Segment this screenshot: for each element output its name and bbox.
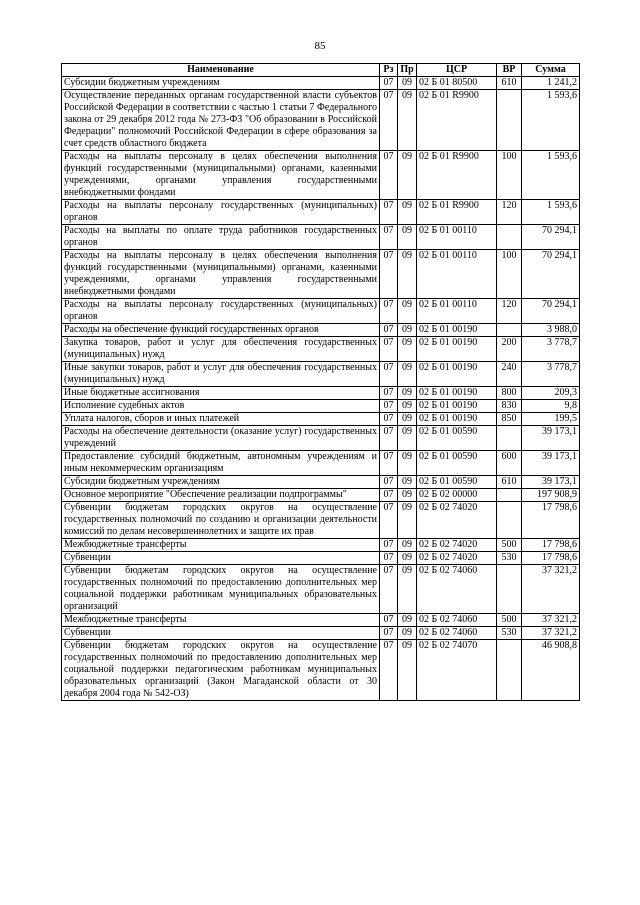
- row-rz: 07: [380, 387, 398, 400]
- row-sum: 1 241,2: [522, 77, 580, 90]
- row-name: Субвенции бюджетам городских округов на осуществление государственных полномочий по предоставлению дополнительных мер социальной поддержки педагогическим работникам муниципальных образовательных организаций (Закон Магаданской области от 30 декабря 2004 года № 542-ОЗ): [62, 640, 380, 701]
- row-csr: 02 Б 01 00190: [417, 362, 497, 387]
- row-pr: 09: [398, 426, 417, 451]
- row-name: Межбюджетные трансферты: [62, 614, 380, 627]
- row-name: Расходы на выплаты по оплате труда работников государственных органов: [62, 225, 380, 250]
- row-vr: [497, 489, 522, 502]
- row-rz: 07: [380, 539, 398, 552]
- table-row: [62, 250, 580, 299]
- row-vr: 800: [497, 387, 522, 400]
- table-body: [62, 77, 580, 701]
- row-vr: [497, 565, 522, 614]
- row-rz: 07: [380, 90, 398, 151]
- row-vr: [497, 426, 522, 451]
- row-csr: 02 Б 01 80500: [417, 77, 497, 90]
- table-row: [62, 565, 580, 614]
- row-pr: 09: [398, 400, 417, 413]
- row-vr: 610: [497, 476, 522, 489]
- row-vr: 500: [497, 539, 522, 552]
- row-csr: 02 Б 01 00590: [417, 476, 497, 489]
- row-pr: 09: [398, 77, 417, 90]
- row-sum: 39 173,1: [522, 476, 580, 489]
- row-rz: 07: [380, 77, 398, 90]
- row-rz: 07: [380, 489, 398, 502]
- row-rz: 07: [380, 324, 398, 337]
- row-name: Расходы на выплаты персоналу государственных (муниципальных) органов: [62, 200, 380, 225]
- row-csr: 02 Б 01 R9900: [417, 90, 497, 151]
- row-vr: 240: [497, 362, 522, 387]
- row-sum: 9,8: [522, 400, 580, 413]
- row-vr: 830: [497, 400, 522, 413]
- row-rz: 07: [380, 502, 398, 539]
- table-row: [62, 451, 580, 476]
- row-vr: 530: [497, 552, 522, 565]
- column-header-pr: Пр: [398, 64, 417, 77]
- column-header-rz: Рз: [380, 64, 398, 77]
- row-sum: 70 294,1: [522, 225, 580, 250]
- row-rz: 07: [380, 476, 398, 489]
- row-sum: 1 593,6: [522, 200, 580, 225]
- column-header-name: Наименование: [62, 64, 380, 77]
- row-rz: 07: [380, 200, 398, 225]
- table-row: [62, 552, 580, 565]
- table-row: [62, 502, 580, 539]
- row-name: Иные закупки товаров, работ и услуг для обеспечения государственных (муниципальных) нужд: [62, 362, 380, 387]
- row-csr: 02 Б 01 R9900: [417, 151, 497, 200]
- row-sum: 37 321,2: [522, 565, 580, 614]
- row-sum: 17 798,6: [522, 552, 580, 565]
- row-csr: 02 Б 02 74020: [417, 552, 497, 565]
- table-row: [62, 337, 580, 362]
- row-name: Субвенции: [62, 627, 380, 640]
- row-pr: 09: [398, 225, 417, 250]
- table-row: [62, 640, 580, 701]
- table-row: [62, 324, 580, 337]
- row-vr: 100: [497, 250, 522, 299]
- row-csr: 02 Б 01 00110: [417, 250, 497, 299]
- table-row: [62, 90, 580, 151]
- row-rz: 07: [380, 413, 398, 426]
- budget-table: [61, 63, 580, 701]
- row-vr: [497, 640, 522, 701]
- table-row: [62, 627, 580, 640]
- row-pr: 09: [398, 299, 417, 324]
- row-name: Расходы на выплаты персоналу в целях обеспечения выполнения функций государственными (муниципальными) органами, казенными учреждениями, органами управления государственными внебюджетными фондами: [62, 250, 380, 299]
- row-name: Предоставление субсидий бюджетным, автономным учреждениям и иным некоммерческим организациям: [62, 451, 380, 476]
- table-row: [62, 151, 580, 200]
- row-pr: 09: [398, 565, 417, 614]
- row-vr: 600: [497, 451, 522, 476]
- row-pr: 09: [398, 337, 417, 362]
- row-name: Расходы на выплаты персоналу государственных (муниципальных) органов: [62, 299, 380, 324]
- row-sum: 39 173,1: [522, 451, 580, 476]
- row-name: Основное мероприятие "Обеспечение реализации подпрограммы": [62, 489, 380, 502]
- row-csr: 02 Б 01 00190: [417, 413, 497, 426]
- row-sum: 1 593,6: [522, 151, 580, 200]
- row-pr: 09: [398, 552, 417, 565]
- row-sum: 199,5: [522, 413, 580, 426]
- row-csr: 02 Б 02 74060: [417, 565, 497, 614]
- row-name: Межбюджетные трансферты: [62, 539, 380, 552]
- row-pr: 09: [398, 200, 417, 225]
- row-pr: 09: [398, 640, 417, 701]
- row-sum: 1 593,6: [522, 90, 580, 151]
- row-pr: 09: [398, 614, 417, 627]
- row-pr: 09: [398, 627, 417, 640]
- row-rz: 07: [380, 250, 398, 299]
- row-sum: 197 908,9: [522, 489, 580, 502]
- row-csr: 02 Б 02 74020: [417, 539, 497, 552]
- row-csr: 02 Б 01 00190: [417, 337, 497, 362]
- row-csr: 02 Б 02 74020: [417, 502, 497, 539]
- page-number: 85: [314, 40, 326, 52]
- row-pr: 09: [398, 151, 417, 200]
- row-pr: 09: [398, 451, 417, 476]
- row-rz: 07: [380, 299, 398, 324]
- row-pr: 09: [398, 387, 417, 400]
- row-vr: 530: [497, 627, 522, 640]
- row-vr: 200: [497, 337, 522, 362]
- column-header-vr: ВР: [497, 64, 522, 77]
- row-rz: 07: [380, 362, 398, 387]
- row-sum: 17 798,6: [522, 502, 580, 539]
- row-rz: 07: [380, 614, 398, 627]
- table-row: [62, 200, 580, 225]
- column-header-csr: ЦСР: [417, 64, 497, 77]
- row-rz: 07: [380, 426, 398, 451]
- column-header-sum: Сумма: [522, 64, 580, 77]
- row-sum: 3 778,7: [522, 337, 580, 362]
- table-row: [62, 77, 580, 90]
- row-sum: 70 294,1: [522, 250, 580, 299]
- table-row: [62, 539, 580, 552]
- row-vr: 610: [497, 77, 522, 90]
- row-name: Осуществление переданных органам государственной власти субъектов Российской Федерации в соответствии с частью 1 статьи 7 Федерального закона от 29 декабря 2012 года № 273-ФЗ "Об образовании в Российской Федерации" полномочий Российской Федерации в сфере образования за счет средств областного бюджета: [62, 90, 380, 151]
- row-vr: 100: [497, 151, 522, 200]
- row-rz: 07: [380, 565, 398, 614]
- row-sum: 46 908,8: [522, 640, 580, 701]
- row-name: Закупка товаров, работ и услуг для обеспечения государственных (муниципальных) нужд: [62, 337, 380, 362]
- row-csr: 02 Б 02 74060: [417, 627, 497, 640]
- row-csr: 02 Б 01 00590: [417, 451, 497, 476]
- table-row: [62, 400, 580, 413]
- table-row: [62, 614, 580, 627]
- table-header-row: [62, 64, 580, 77]
- row-vr: [497, 90, 522, 151]
- table-row: [62, 489, 580, 502]
- row-name: Субсидии бюджетным учреждениям: [62, 476, 380, 489]
- row-pr: 09: [398, 324, 417, 337]
- table-row: [62, 225, 580, 250]
- row-name: Расходы на обеспечение функций государственных органов: [62, 324, 380, 337]
- row-name: Субсидии бюджетным учреждениям: [62, 77, 380, 90]
- row-sum: 37 321,2: [522, 627, 580, 640]
- row-rz: 07: [380, 451, 398, 476]
- row-rz: 07: [380, 337, 398, 362]
- row-rz: 07: [380, 151, 398, 200]
- table-row: [62, 299, 580, 324]
- row-rz: 07: [380, 400, 398, 413]
- row-csr: 02 Б 01 R9900: [417, 200, 497, 225]
- row-rz: 07: [380, 627, 398, 640]
- table-row: [62, 362, 580, 387]
- row-pr: 09: [398, 476, 417, 489]
- row-vr: [497, 225, 522, 250]
- row-name: Иные бюджетные ассигнования: [62, 387, 380, 400]
- row-csr: 02 Б 01 00190: [417, 387, 497, 400]
- row-csr: 02 Б 01 00110: [417, 299, 497, 324]
- row-csr: 02 Б 02 00000: [417, 489, 497, 502]
- row-name: Субвенции: [62, 552, 380, 565]
- row-pr: 09: [398, 250, 417, 299]
- row-name: Субвенции бюджетам городских округов на осуществление государственных полномочий по предоставлению дополнительных мер социальной поддержки работникам муниципальных образовательных организаций: [62, 565, 380, 614]
- row-csr: 02 Б 01 00110: [417, 225, 497, 250]
- row-vr: 500: [497, 614, 522, 627]
- row-pr: 09: [398, 413, 417, 426]
- row-pr: 09: [398, 90, 417, 151]
- row-name: Уплата налогов, сборов и иных платежей: [62, 413, 380, 426]
- row-sum: 17 798,6: [522, 539, 580, 552]
- row-csr: 02 Б 02 74060: [417, 614, 497, 627]
- row-vr: [497, 324, 522, 337]
- table-row: [62, 387, 580, 400]
- row-sum: 39 173,1: [522, 426, 580, 451]
- table-row: [62, 426, 580, 451]
- row-name: Расходы на обеспечение деятельности (оказание услуг) государственных учреждений: [62, 426, 380, 451]
- row-pr: 09: [398, 502, 417, 539]
- row-csr: 02 Б 01 00590: [417, 426, 497, 451]
- row-name: Исполнение судебных актов: [62, 400, 380, 413]
- row-sum: 37 321,2: [522, 614, 580, 627]
- row-sum: 3 988,0: [522, 324, 580, 337]
- row-pr: 09: [398, 489, 417, 502]
- row-sum: 3 778,7: [522, 362, 580, 387]
- row-sum: 209,3: [522, 387, 580, 400]
- row-rz: 07: [380, 552, 398, 565]
- row-vr: 850: [497, 413, 522, 426]
- row-rz: 07: [380, 640, 398, 701]
- row-csr: 02 Б 01 00190: [417, 324, 497, 337]
- table-row: [62, 413, 580, 426]
- row-name: Расходы на выплаты персоналу в целях обеспечения выполнения функций государственными (муниципальными) органами, казенными учреждениями, органами управления государственными внебюджетными фондами: [62, 151, 380, 200]
- row-vr: [497, 502, 522, 539]
- row-pr: 09: [398, 362, 417, 387]
- row-name: Субвенции бюджетам городских округов на осуществление государственных полномочий по созданию и организации деятельности комиссий по делам несовершеннолетних и защите их прав: [62, 502, 380, 539]
- row-rz: 07: [380, 225, 398, 250]
- row-pr: 09: [398, 539, 417, 552]
- row-csr: 02 Б 02 74070: [417, 640, 497, 701]
- row-csr: 02 Б 01 00190: [417, 400, 497, 413]
- row-vr: 120: [497, 299, 522, 324]
- row-sum: 70 294,1: [522, 299, 580, 324]
- row-vr: 120: [497, 200, 522, 225]
- table-row: [62, 476, 580, 489]
